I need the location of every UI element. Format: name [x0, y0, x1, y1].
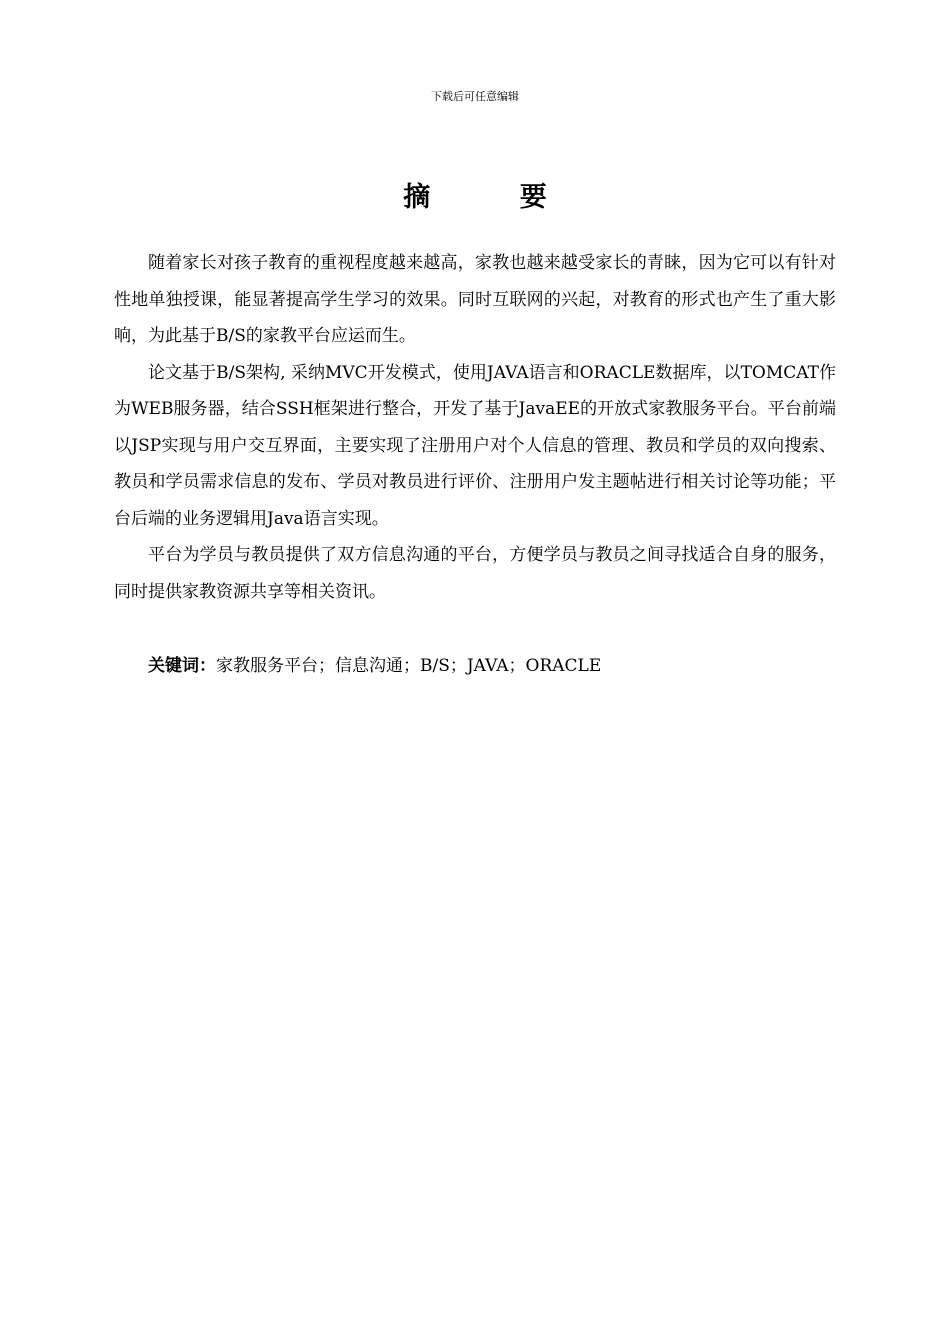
keywords-label: 关键词： [148, 656, 216, 676]
abstract-body [114, 245, 836, 610]
abstract-paragraph-3: 平台为学员与教员提供了双方信息沟通的平台，方便学员与教员之间寻找适合自身的服务，同时提供家教资源共享等相关资讯。 [114, 545, 836, 602]
header-note: 下载后可任意编辑 [431, 90, 519, 103]
keywords-line [114, 652, 836, 680]
abstract-paragraph-1: 随着家长对孩子教育的重视程度越来越高，家教也越来越受家长的青睐，因为它可以有针对性地单独授课，能显著提高学生学习的效果。同时互联网的兴起，对教育的形式也产生了重大影响，为此基于B/S的家教平台应运而生。 [114, 253, 836, 346]
keywords-text: 家教服务平台；信息沟通；B/S；JAVA；ORACLE [216, 656, 602, 676]
abstract-title: 摘 要 [403, 182, 587, 213]
abstract-paragraph-2: 论文基于B/S架构, 采纳MVC开发模式，使用JAVA语言和ORACLE数据库，以TOMCAT作为WEB服务器，结合SSH框架进行整合，开发了基于JavaEE的开放式家教服务平台。平台前端以JSP实现与用户交互界面，主要实现了注册用户对个人信息的管理、教员和学员的双向搜索、教员和学员需求信息的发布、学员对教员进行评价、注册用户发主题帖进行相关讨论等功能；平台后端的业务逻辑用Java语言实现。 [114, 362, 836, 529]
